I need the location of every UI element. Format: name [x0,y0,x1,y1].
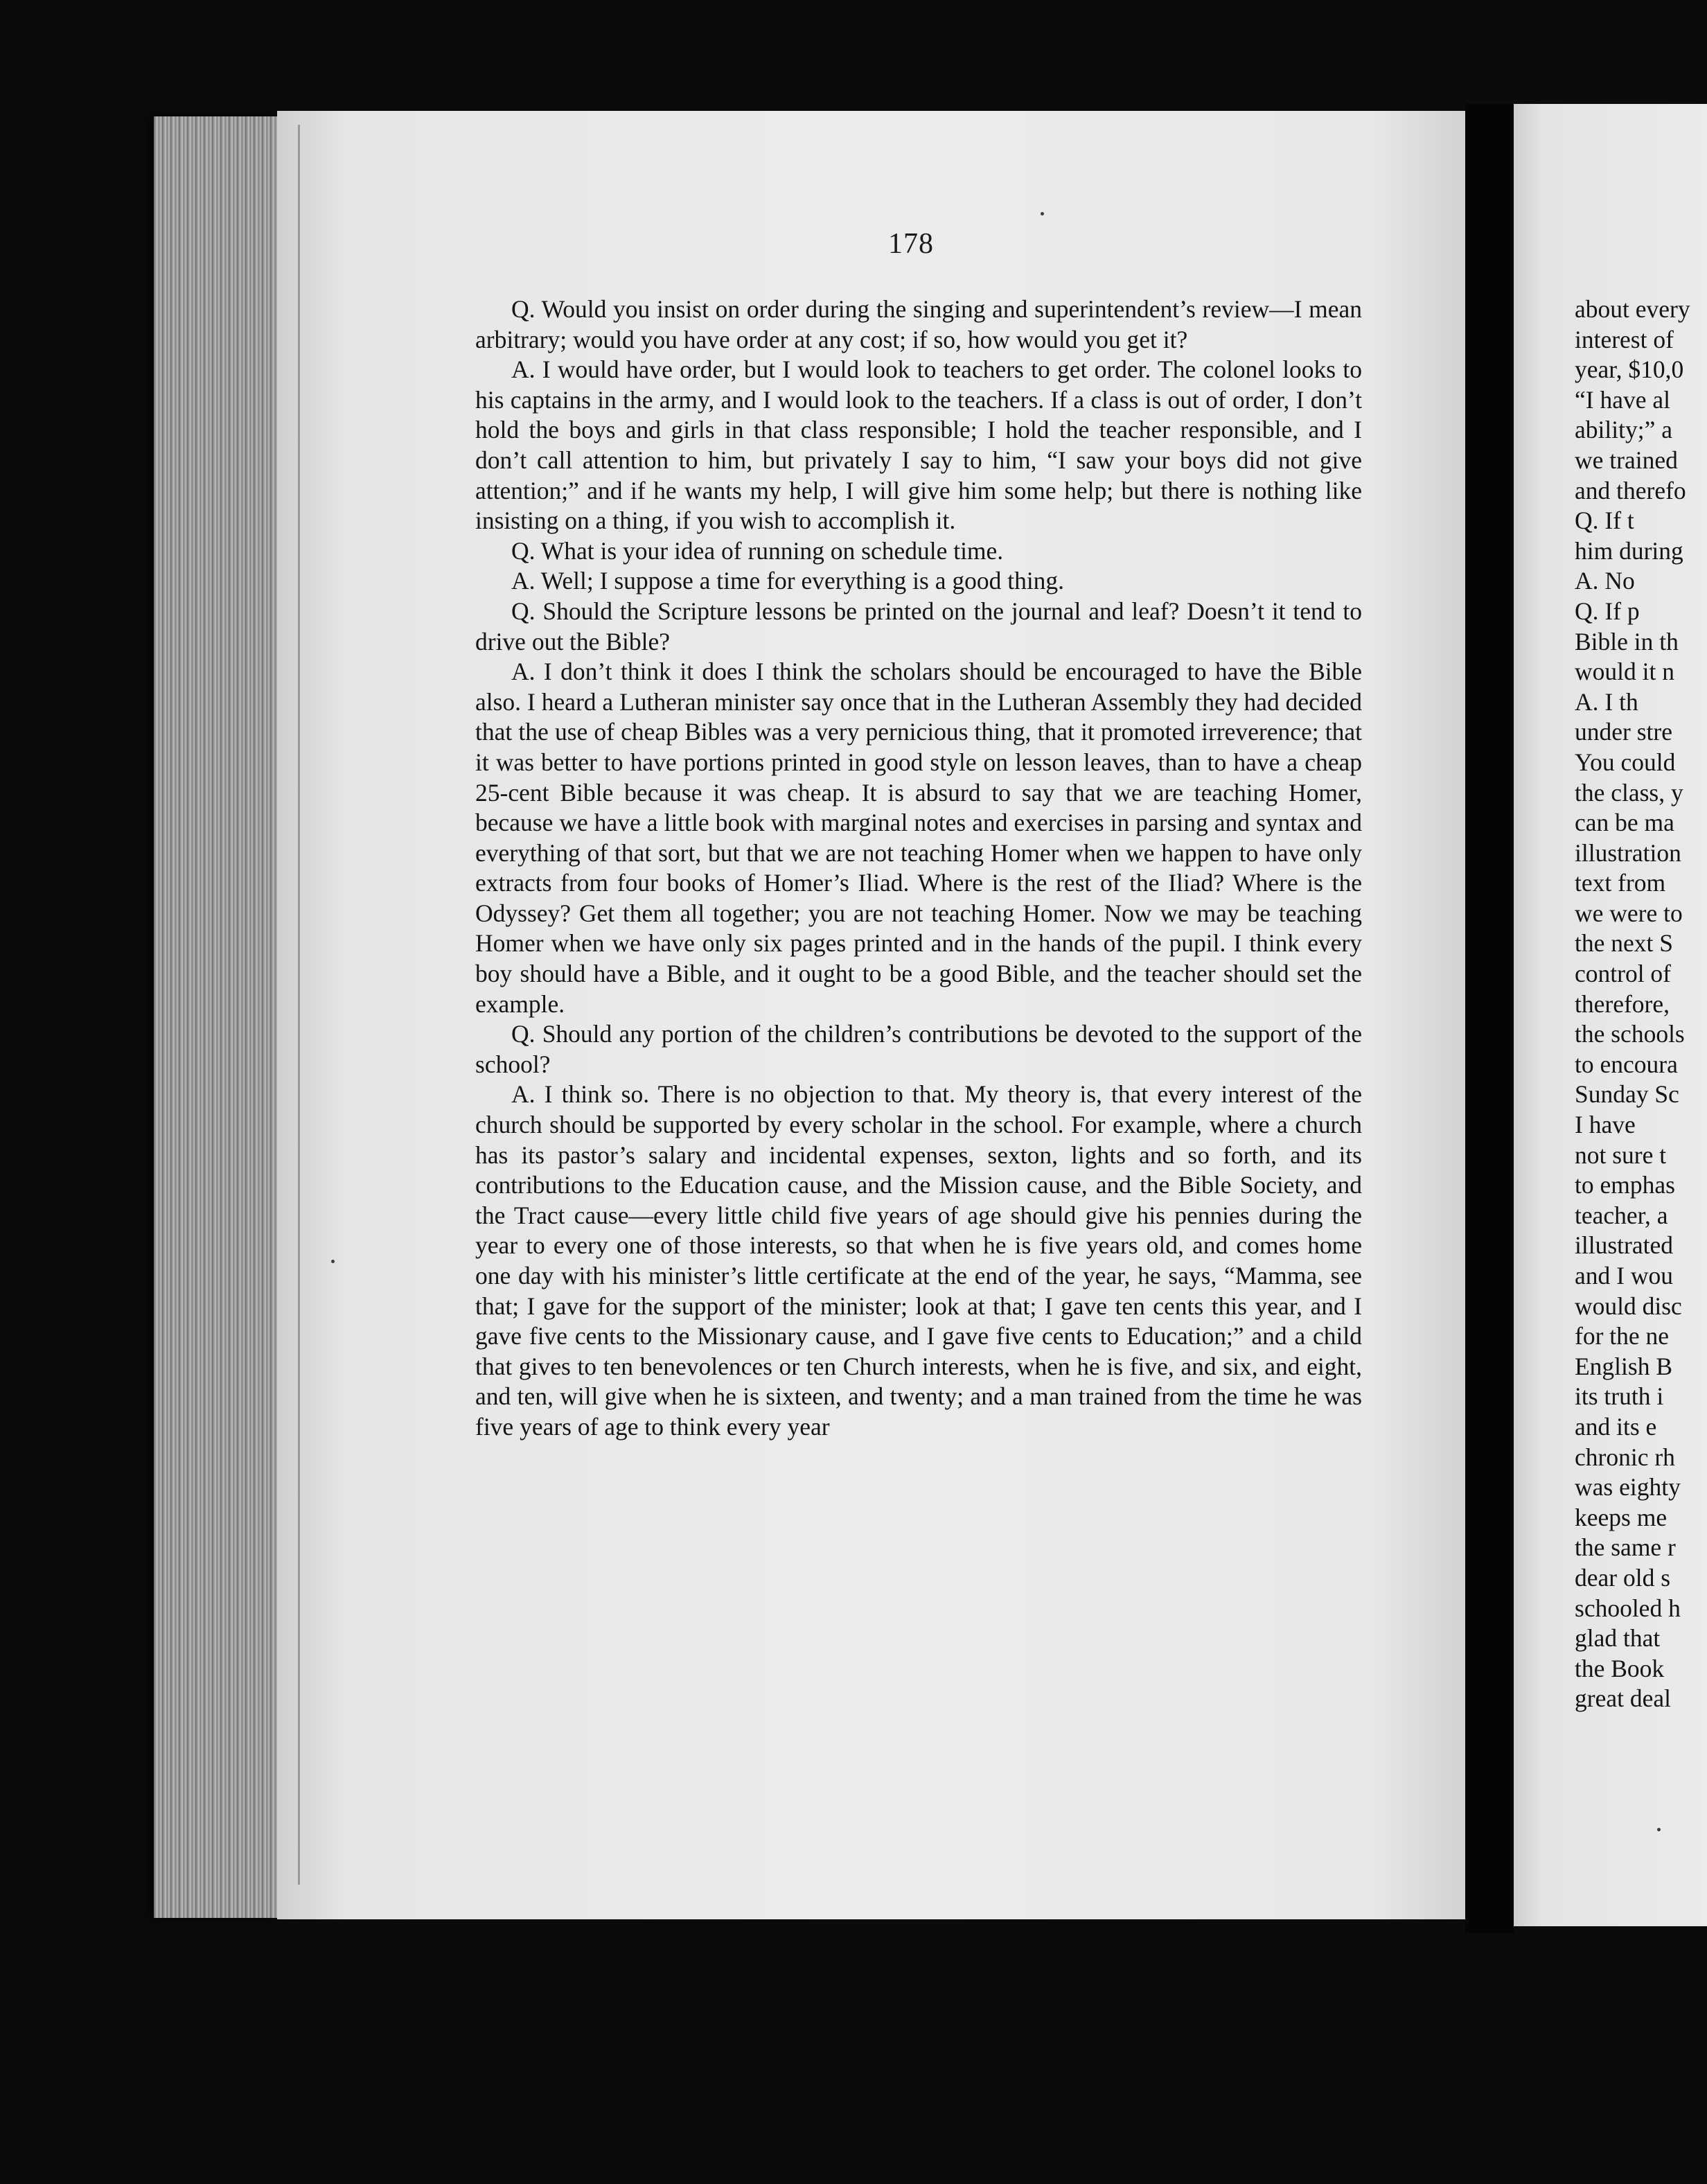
right-page-line: chronic rh [1575,1443,1675,1471]
right-page-line: was eighty [1575,1473,1681,1502]
paragraph: A. I don’t think it does I think the scholars should be encouraged to have the Bible also. I heard a Lutheran minister say once that in the Lutheran Assembly they had decided that the use of cheap Bibles was a very pernicious thing, that it promoted irreverence; that it was better to have portions printed in good style on lesson leaves, than to have a cheap 25-cent Bible because it was cheap. It is absurd to say that we are teaching Homer, because we have a little book with marginal notes and exercises in parsing and syntax and everything of that sort, but that we are not teaching Homer when we happen to have only extracts from four books of Homer’s Iliad. Where is the rest of the Iliad? Where is the Odyssey? Get them all together; you are not teaching Homer. Now we may be teaching Homer when we have only six pages printed and in the hands of the pupil. I think every boy should have a Bible, and it ought to be a good Bible, and the teacher should set the example. [475,658,1362,1018]
right-page-line: the class, y [1575,778,1683,807]
right-page-line: we trained [1575,446,1678,474]
right-page-line: teacher, a [1575,1201,1668,1229]
right-page-line: You could [1575,748,1676,776]
right-page-line: Q. If t [1575,507,1634,535]
right-page-line: about every [1575,295,1690,323]
right-page-line: Bible in th [1575,627,1679,655]
right-page-line: interest of [1575,325,1674,353]
right-page-line: him during [1575,536,1683,565]
right-page-line: A. No [1575,567,1635,595]
right-page-line: Q. If p [1575,597,1640,625]
right-page-line: control of [1575,960,1672,988]
paragraph: Q. What is your idea of running on schedule time. [511,536,1004,565]
right-page-line: illustrated [1575,1231,1673,1260]
right-page-line: ability;” a [1575,416,1672,444]
paragraph: A. I would have order, but I would look to teachers to get order. The colonel looks to his captains in the army, and I would look to the teachers. If a class is out of order, I don’t hold the boys and girls in that class responsible; I hold the teacher responsible, and I don’t call attention to him, but privately I say to him, “I saw your boys did not give attention;” and if he wants my help, I will give him some help; but there is nothing like insisting on a thing, if you wish to accomplish it. [475,355,1362,535]
right-page-line: A. I th [1575,687,1638,716]
right-page-line: schooled h [1575,1594,1681,1622]
paragraph: Q. Would you insist on order during the singing and superintendent’s review—I mean arbitrary; would you have order at any cost; if so, how would you get it? [475,295,1362,353]
right-page-text [1575,294,1707,1714]
right-page-line: can be ma [1575,809,1674,837]
right-page-line: glad that [1575,1624,1661,1653]
right-page-line: Sunday Sc [1575,1080,1679,1109]
right-page-line: its truth i [1575,1382,1664,1411]
right-page-line: English B [1575,1352,1673,1380]
scan-speck [1041,212,1044,215]
right-page-line: the Book [1575,1654,1665,1682]
page-number: 178 [888,228,934,260]
right-page-line: illustration [1575,838,1681,867]
right-page-line: and I wou [1575,1262,1673,1289]
scan-speck [1657,1828,1661,1831]
right-page-line: text from [1575,869,1666,897]
paragraph: A. Well; I suppose a time for everything is a good thing. [511,567,1065,595]
right-page-line: the schools [1575,1020,1685,1048]
right-page-line: and therefo [1575,476,1686,504]
page-margin-rule [298,125,300,1885]
right-page-line: to emphas [1575,1171,1675,1199]
right-page-line: under stre [1575,718,1672,746]
right-page-line: not sure t [1575,1141,1667,1169]
paragraph: Q. Should the Scripture lessons be printed on the journal and leaf? Doesn’t it tend to drive out the Bible? [475,597,1362,655]
paragraph: Q. Should any portion of the children’s contributions be devoted to the support of the school? [475,1020,1362,1078]
page-edges [154,116,283,1918]
right-page-line: year, $10,0 [1575,355,1684,384]
right-page-line: and its e [1575,1412,1657,1441]
paragraph: A. I think so. There is no objection to that. My theory is, that every interest of the church should be supported by every scholar in the school. For example, where a church has its pastor’s salary and incidental expenses, sexton, lights and so forth, and its contributions to the Education cause, and the Mission cause, and the Bible Society, and the Tract cause—every little child five years of age should give his pennies during the year to every one of those interests, so that when he is five years old, and comes home one day with his minister’s little certificate at the end of the year, he says, “Mamma, see that; I gave for the support of the minister; look at that; I gave ten cents this year, and I gave five cents to the Missionary cause, and I gave five cents to Education;” and a child that gives to ten benevolences or ten Church interests, when he is five, and six, and eight, and ten, will give when he is sixteen, and twenty; and a man trained from the time he was five years of age to think every year [475,1080,1362,1441]
right-page-line: would it n [1575,658,1674,686]
left-page-text [475,294,1362,1443]
right-page-line: dear old s [1575,1563,1671,1592]
right-page-line: keeps me [1575,1503,1668,1531]
right-page-line: would disc [1575,1292,1682,1320]
right-page-line: we were to [1575,899,1683,927]
right-page-line: I have [1575,1111,1636,1139]
right-page-line: “I have al [1575,385,1670,414]
right-page-line: great deal [1575,1684,1671,1713]
right-page-line: the next S [1575,929,1673,958]
right-page-line: to encoura [1575,1050,1678,1078]
book-spine-gutter [1465,104,1514,1933]
right-page-line: for the ne [1575,1322,1670,1350]
scan-speck [331,1260,335,1263]
right-page-line: the same r [1575,1533,1676,1562]
right-page-line: therefore, [1575,989,1670,1018]
